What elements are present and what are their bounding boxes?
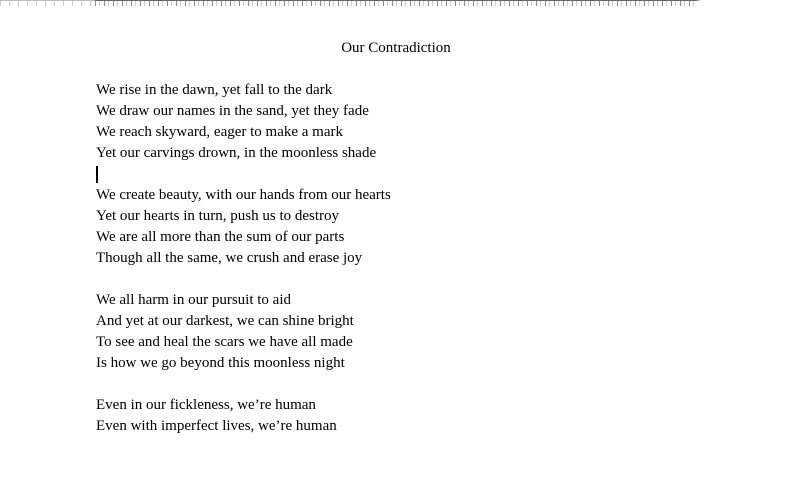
poem-line: To see and heal the scars we have all made bbox=[96, 334, 353, 350]
empty-line bbox=[96, 374, 696, 395]
empty-line[interactable] bbox=[96, 164, 696, 185]
horizontal-ruler[interactable] bbox=[0, 0, 700, 6]
empty-line bbox=[96, 269, 696, 290]
poem-line: We rise in the dawn, yet fall to the dark bbox=[96, 82, 333, 98]
text-cursor bbox=[96, 166, 98, 183]
poem-line: We draw our names in the sand, yet they fade bbox=[96, 103, 369, 119]
stanza-4 bbox=[96, 395, 696, 437]
stanza-3 bbox=[96, 290, 696, 374]
poem-line: Yet our carvings drown, in the moonless shade bbox=[96, 145, 377, 161]
poem-line: We reach skyward, eager to make a mark bbox=[96, 124, 344, 140]
stanza-2 bbox=[96, 185, 696, 269]
poem-line: We all harm in our pursuit to aid bbox=[96, 292, 291, 308]
poem-line: And yet at our darkest, we can shine bright bbox=[96, 313, 354, 329]
poem-line: Yet our hearts in turn, push us to destroy bbox=[96, 208, 340, 224]
poem-line: We are all more than the sum of our parts bbox=[96, 229, 345, 245]
poem-title: Our Contradiction bbox=[341, 40, 451, 56]
stanza-1 bbox=[96, 80, 696, 164]
poem-line: Even with imperfect lives, we’re human bbox=[96, 418, 337, 434]
poem-line: Even in our fickleness, we’re human bbox=[96, 397, 316, 413]
ruler-text-area[interactable] bbox=[95, 0, 697, 6]
poem-line: We create beauty, with our hands from our hearts bbox=[96, 187, 391, 203]
document-page[interactable] bbox=[96, 38, 696, 437]
poem-line: Is how we go beyond this moonless night bbox=[96, 355, 345, 371]
poem-line: Though all the same, we crush and erase joy bbox=[96, 250, 363, 266]
